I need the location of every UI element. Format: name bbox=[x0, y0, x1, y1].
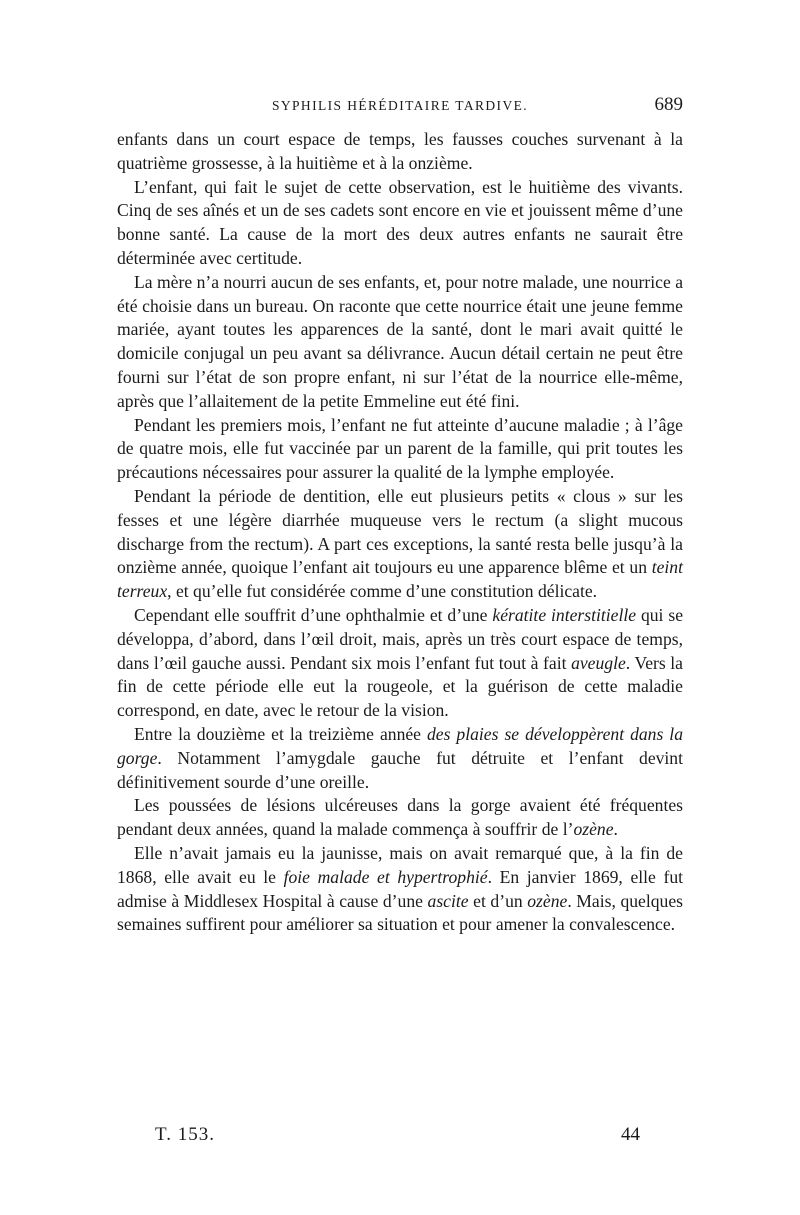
italic-text: foie malade et hypertrophié bbox=[283, 866, 488, 887]
text-run: , et qu’elle fut considérée comme d’une constitution délicate. bbox=[167, 581, 598, 602]
text-run: Pendant la période de dentition, elle eut plusieurs petits « clous » sur les fesses et une légère diarrhée muqueuse vers le rectum (a slight mucous discharge from the rectum). A part ces exceptions, la santé resta belle jusqu’à la onzième année, quoique l’enfant ait toujours eu une apparence blême et un bbox=[117, 485, 683, 578]
text-run: . Notamment l’amygdale gauche fut détruite et l’enfant devint définitivement sourde d’une oreille. bbox=[117, 747, 683, 792]
paragraph bbox=[117, 842, 683, 937]
text-run: Elle n’avait jamais eu la jaunisse, mais on avait remarqué que, à la fin de 1868, elle avait eu le bbox=[117, 842, 683, 887]
text-run: L’enfant, qui fait le sujet de cette observation, est le huitième des vivants. Cinq de ses aînés et un de ses cadets sont encore en vie et jouissent même d’une bonne santé. La cause de la mort des deux autres enfants ne saurait être déterminée avec certitude. bbox=[117, 176, 683, 268]
signature-number: 44 bbox=[621, 1124, 640, 1145]
paragraph bbox=[117, 723, 683, 794]
text-run: Cependant elle souffrit d’une ophthalmie et d’une bbox=[134, 604, 493, 625]
italic-text: des plaies se développèrent dans la gorge bbox=[117, 723, 683, 768]
paragraph bbox=[117, 128, 683, 176]
text-run: Les poussées de lésions ulcéreuses dans la gorge avaient été fréquentes pendant deux années, quand la malade commença à souffrir de l’ bbox=[117, 795, 683, 840]
text-run: Entre la douzième et la treizième année bbox=[134, 723, 427, 744]
text-run: . En janvier 1869, elle fut admise à Middlesex Hospital à cause d’une bbox=[117, 866, 684, 911]
paragraph bbox=[117, 794, 683, 842]
page-number: 689 bbox=[654, 94, 683, 115]
signature-mark: T. 153. bbox=[155, 1124, 215, 1145]
paragraph bbox=[117, 414, 683, 485]
text-run: qui se développa, d’abord, dans l’œil droit, mais, après un très court espace de temps, dans l’œil gauche aussi. Pendant six mois l’enfant fut tout à fait bbox=[117, 604, 684, 673]
italic-text: ascite bbox=[427, 890, 469, 911]
italic-text: aveugle bbox=[571, 652, 626, 673]
paragraph bbox=[117, 485, 683, 604]
italic-text: teint terreux bbox=[117, 557, 683, 602]
italic-text: kératite interstitielle bbox=[492, 604, 637, 625]
body-text bbox=[117, 128, 683, 937]
book-page bbox=[117, 94, 683, 937]
page-footer bbox=[155, 1124, 640, 1154]
running-header bbox=[117, 94, 683, 128]
text-run: La mère n’a nourri aucun de ses enfants, et, pour notre malade, une nourrice a été choisie dans un bureau. On raconte que cette nourrice était une jeune femme mariée, ayant toutes les apparences de la santé, dont le mari avait quitté le domicile conjugal un peu avant sa délivrance. Aucun détail certain ne peut être fourni sur l’état de son propre enfant, ni sur l’état de la nourrice elle-même, après que l’allaitement de la petite Emmeline eut été fini. bbox=[117, 271, 683, 411]
italic-text: ozène bbox=[573, 819, 614, 840]
text-run: . Mais, quelques semaines suffirent pour améliorer sa situation et pour amener la convalescence. bbox=[117, 890, 683, 935]
text-run: . bbox=[613, 819, 618, 840]
text-run: . Vers la fin de cette période elle eut la rougeole, et la guérison de cette maladie correspond, en date, avec le retour de la vision. bbox=[117, 652, 683, 721]
paragraph bbox=[117, 176, 683, 271]
italic-text: ozène bbox=[527, 890, 568, 911]
text-run: enfants dans un court espace de temps, les fausses couches survenant à la quatrième grossesse, à la huitième et à la onzième. bbox=[117, 129, 683, 173]
paragraph bbox=[117, 271, 683, 414]
text-run: et d’un bbox=[468, 890, 528, 911]
text-run: Pendant les premiers mois, l’enfant ne fut atteinte d’aucune maladie ; à l’âge de quatre mois, elle fut vaccinée par un parent de la famille, qui prit toutes les précautions nécessaires pour assurer la qualité de la lymphe employée. bbox=[117, 414, 683, 483]
paragraph bbox=[117, 604, 683, 723]
running-title: SYPHILIS HÉRÉDITAIRE TARDIVE. bbox=[271, 98, 529, 113]
